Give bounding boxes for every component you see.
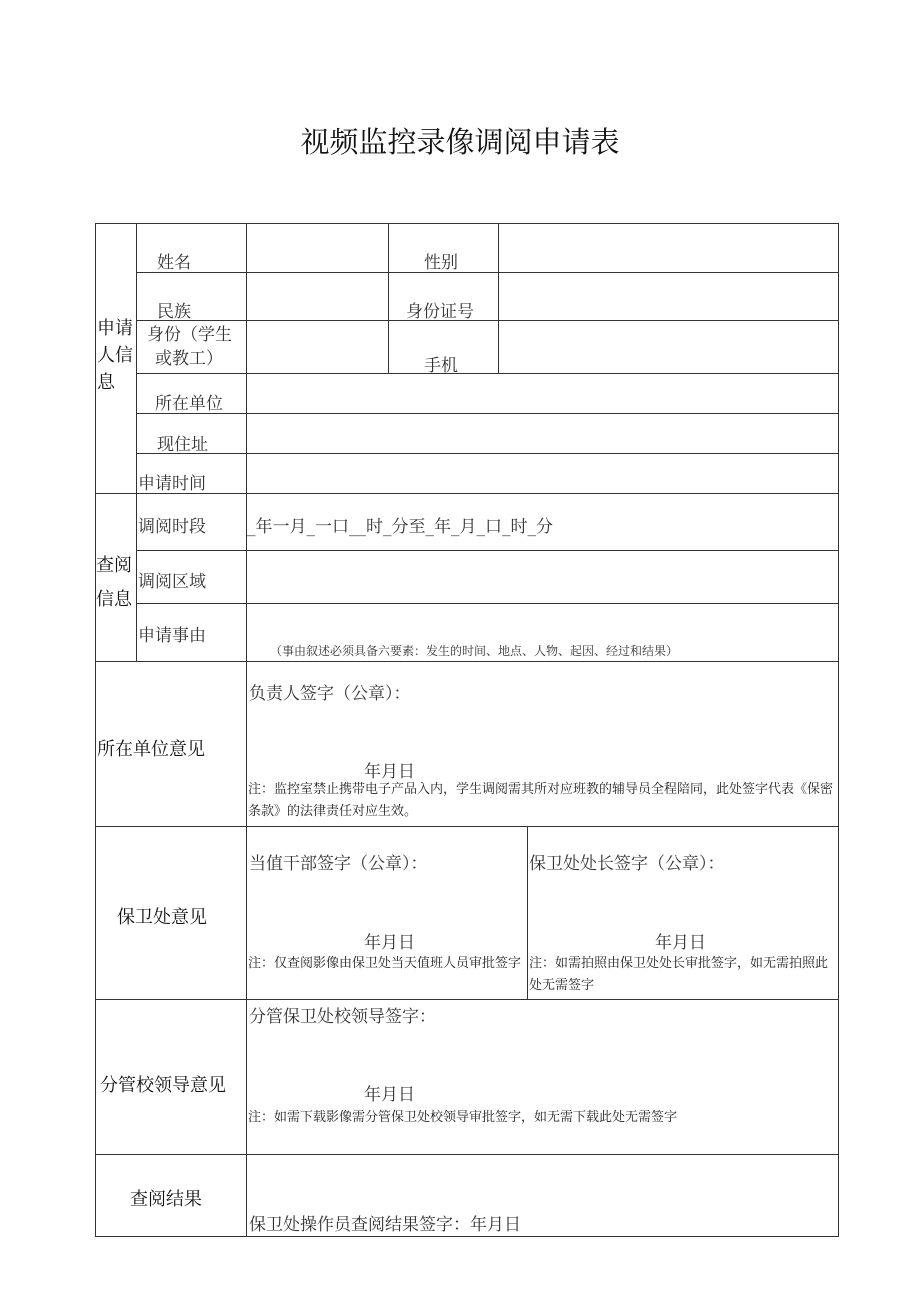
duty-officer-signature-label: 当值干部签字（公章）： [249, 854, 428, 874]
id-number-field[interactable] [499, 273, 838, 320]
area-field[interactable] [247, 551, 838, 603]
apply-time-field[interactable] [247, 454, 838, 493]
applicant-section-label: 申请 人信 息 [97, 318, 133, 393]
reason-label: 申请事由 [138, 626, 206, 646]
security-chief-note: 注：如需拍照由保卫处处长审批签字，如无需拍照此处无需签字 [529, 956, 829, 993]
gender-label: 性别 [424, 253, 458, 273]
unit-opinion-note: 注：监控室禁止携带电子产品入内，学生调阅需其所对应班教的辅导员全程陪同，此处签字代表《保密条款》的法律责任对应生效。 [248, 782, 834, 819]
page-title: 视频监控录像调阅申请表 [300, 125, 620, 159]
result-signature-line: 保卫处操作员查阅结果签字：年月日 [249, 1215, 521, 1235]
duty-officer-note: 注：仅查阅影像由保卫处当天值班人员审批签字 [248, 956, 522, 971]
gender-field[interactable] [499, 224, 838, 272]
unit-signature-label: 负责人签字（公章）： [249, 684, 411, 704]
phone-label: 手机 [424, 356, 458, 376]
unit-opinion-label: 所在单位意见 [97, 739, 205, 760]
id-number-label: 身份证号 [406, 302, 474, 322]
duty-officer-signature-date: 年月日 [364, 933, 415, 953]
unit-label: 所在单位 [155, 394, 223, 414]
name-label: 姓名 [157, 253, 191, 273]
period-label: 调阅时段 [138, 517, 206, 537]
period-field[interactable]: _年一月_一口__时_分至_年_月_口_时_分 [247, 517, 553, 537]
phone-field[interactable] [499, 321, 838, 373]
leader-signature-label: 分管保卫处校领导签字： [249, 1007, 436, 1027]
reason-field[interactable] [247, 604, 838, 642]
unit-signature-date: 年月日 [364, 762, 415, 782]
result-label: 查阅结果 [130, 1189, 202, 1210]
reason-hint: （事由叙述必须具备六要素：发生的时间、地点、人物、起因、经过和结果） [270, 644, 679, 658]
address-label: 现住址 [157, 435, 208, 455]
security-chief-signature-label: 保卫处处长签字（公章）： [529, 854, 725, 874]
security-opinion-label: 保卫处意见 [117, 907, 207, 928]
address-field[interactable] [247, 414, 838, 453]
unit-field[interactable] [247, 374, 838, 413]
area-label: 调阅区域 [138, 572, 206, 592]
ethnicity-label: 民族 [157, 302, 191, 322]
apply-time-label: 申请时间 [138, 474, 206, 494]
review-section-label: 查阅 信息 [96, 555, 132, 610]
application-form-table [95, 223, 839, 1237]
identity-label: 身份（学生 或教工） [147, 325, 232, 369]
security-chief-signature-date: 年月日 [655, 933, 706, 953]
leader-opinion-label: 分管校领导意见 [100, 1075, 226, 1096]
leader-opinion-note: 注：如需下载影像需分管保卫处校领导审批签字，如无需下载此处无需签字 [248, 1110, 678, 1125]
leader-signature-date: 年月日 [364, 1085, 415, 1105]
